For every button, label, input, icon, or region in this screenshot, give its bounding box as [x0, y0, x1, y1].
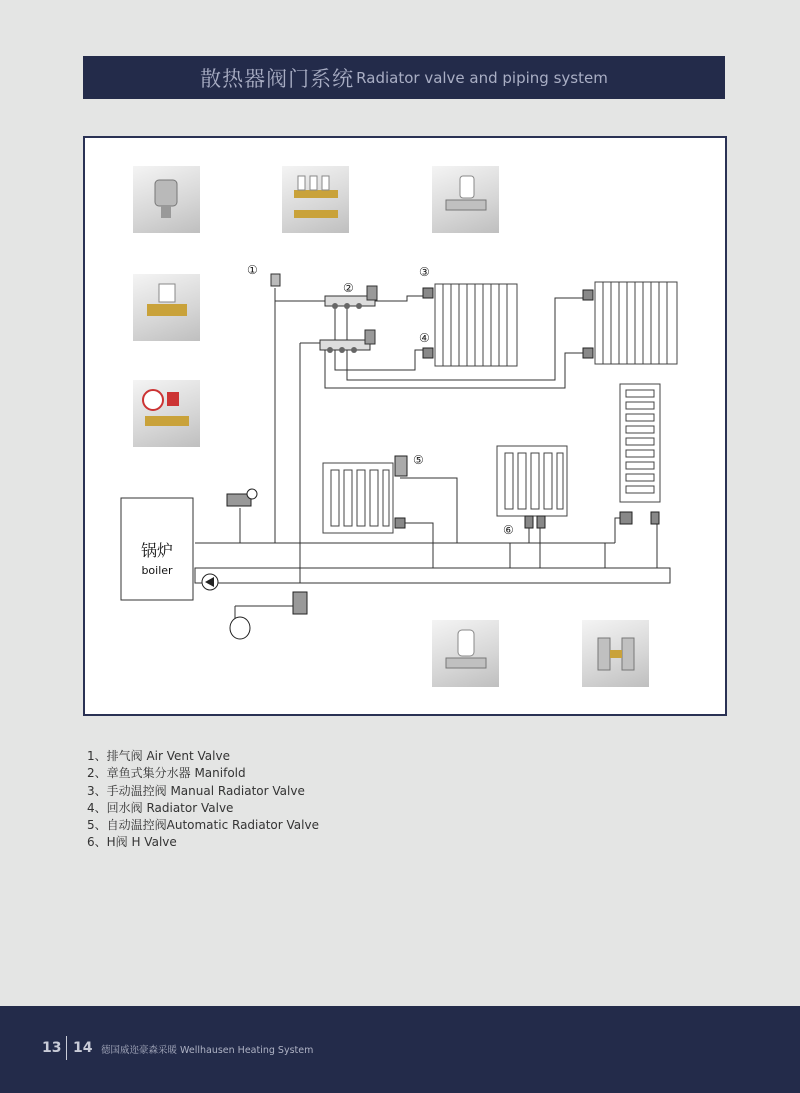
boiler-label-en: boiler — [141, 564, 173, 577]
page-separator — [66, 1036, 67, 1060]
footer-brand-text: 德国威迩豪森采暖 Wellhausen Heating System — [101, 1045, 314, 1056]
legend-item: 6、H阀 H Valve — [87, 835, 177, 850]
page-number-left: 13 — [42, 1040, 62, 1056]
title-english: Radiator valve and piping system — [356, 68, 608, 87]
towel-radiator — [620, 384, 660, 502]
callout-4: ④ — [419, 331, 430, 345]
page-number-right: 14 — [73, 1040, 93, 1056]
h-valve-photo — [582, 620, 649, 687]
automatic-radiator-valve-icon — [395, 456, 407, 476]
manifold-photo — [282, 166, 349, 233]
callout-2: ② — [343, 281, 354, 295]
radiator-lower-2 — [497, 446, 567, 516]
callout-1: ① — [247, 263, 258, 277]
radiator-lower-1 — [323, 463, 393, 533]
safety-group-photo — [133, 380, 200, 447]
return-main-pipe — [195, 568, 670, 583]
callout-3: ③ — [419, 265, 430, 279]
legend — [87, 748, 319, 852]
manual-radiator-valve-photo — [432, 166, 499, 233]
title-chinese: 散热器阀门系统 — [200, 66, 355, 91]
air-vent-valve-icon — [271, 274, 280, 286]
thermostatic-valve-photo — [432, 620, 499, 687]
pressure-reducing-valve-photo — [133, 274, 200, 341]
legend-item: 4、回水阀 Radiator Valve — [87, 800, 234, 815]
manual-radiator-valve-icon — [423, 288, 433, 298]
system-diagram — [83, 136, 727, 716]
return-valve-icon — [423, 348, 433, 358]
title-bar — [83, 56, 725, 99]
expansion-tank-icon — [230, 617, 250, 639]
legend-item: 2、章鱼式集分水器 Manifold — [87, 766, 246, 781]
callout-6: ⑥ — [503, 523, 514, 537]
radiator-upper-1 — [435, 284, 517, 366]
h-valve-icon — [525, 516, 533, 528]
air-vent-valve-photo — [133, 166, 200, 233]
mixing-valve-icon — [293, 592, 307, 614]
callout-5: ⑤ — [413, 453, 424, 467]
legend-item: 3、手动温控阀 Manual Radiator Valve — [87, 783, 305, 798]
boiler-label-cn: 锅炉 — [140, 541, 174, 560]
radiator-upper-2 — [595, 282, 677, 364]
legend-item: 5、自动温控阀Automatic Radiator Valve — [87, 818, 319, 833]
legend-item: 1、排气阀 Air Vent Valve — [87, 749, 230, 763]
